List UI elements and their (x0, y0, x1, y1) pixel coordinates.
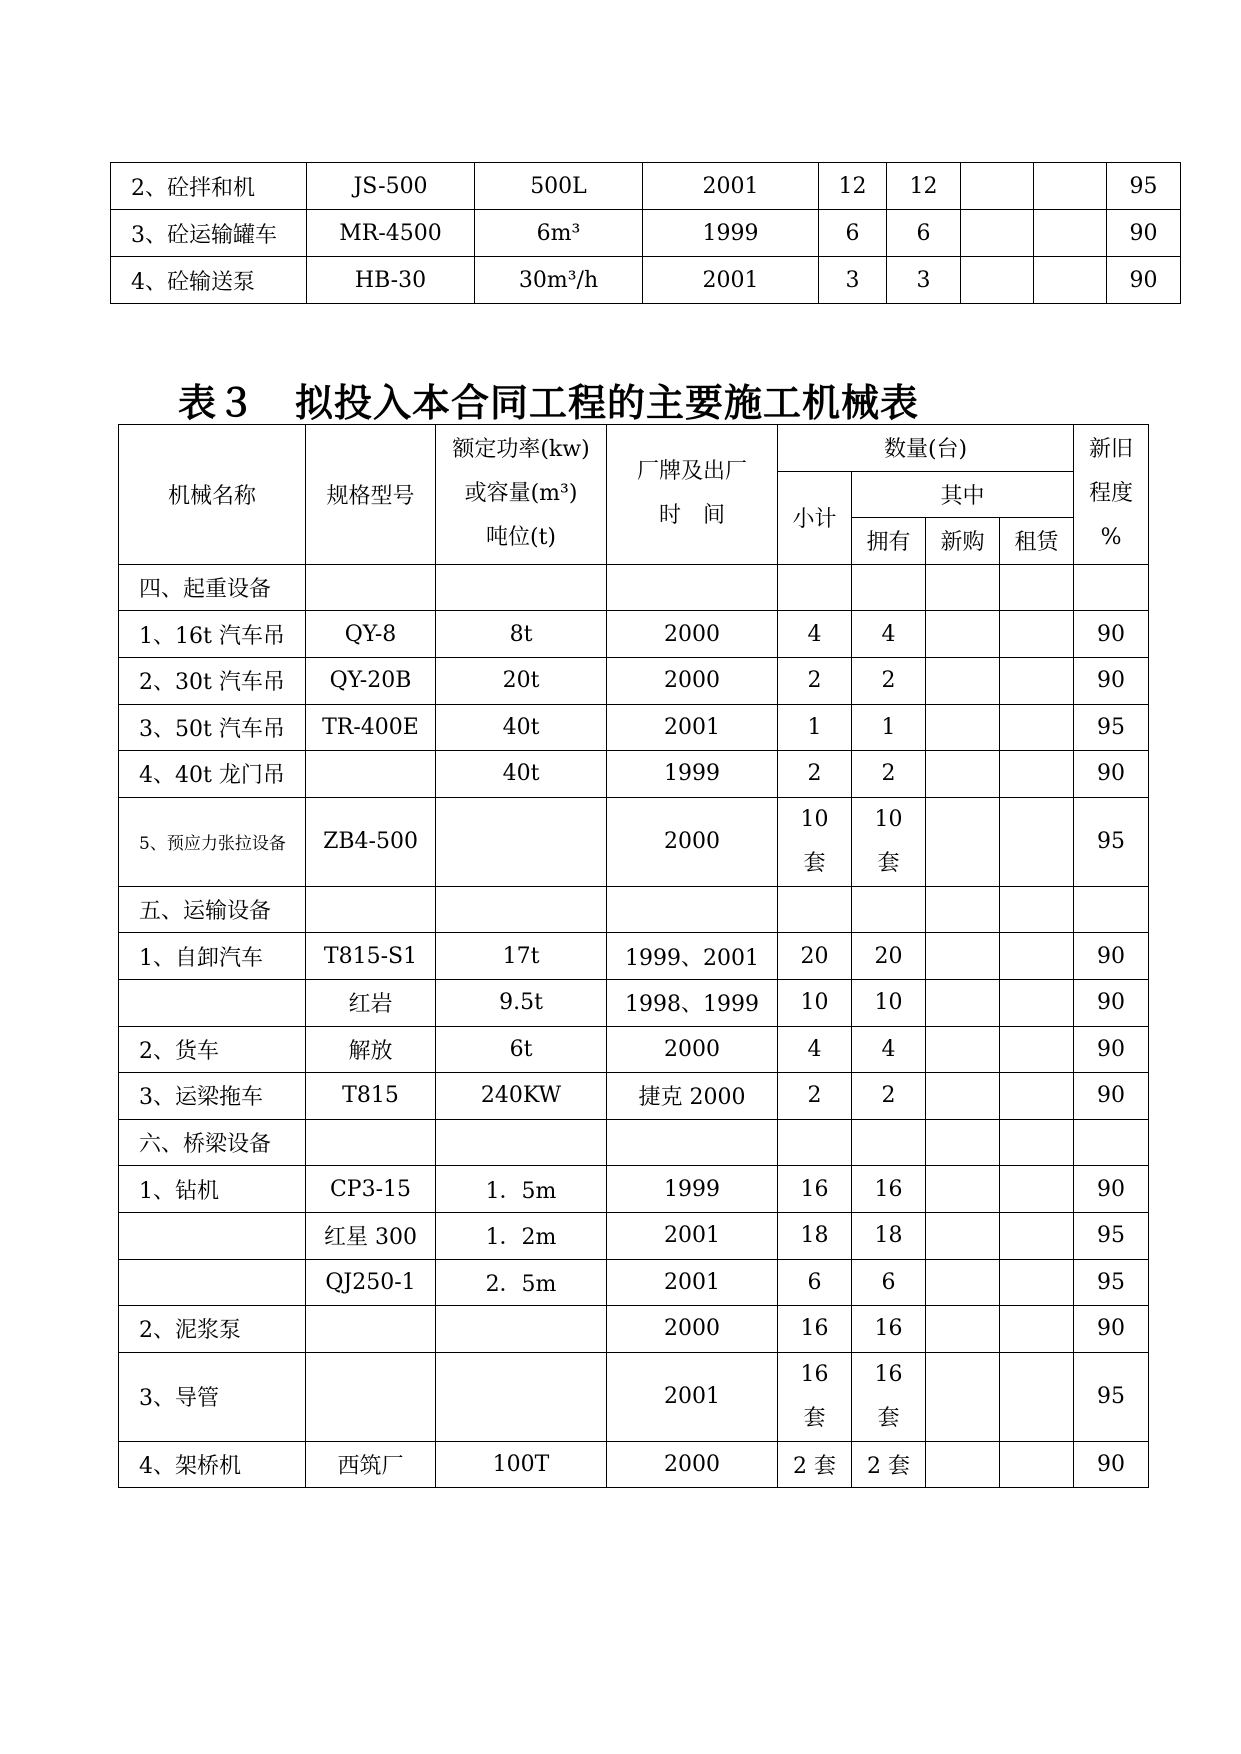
cell-condition: 90 (1074, 657, 1149, 704)
cell-lease (1000, 1352, 1074, 1441)
table-row (119, 1073, 1149, 1120)
section-title: 五、运输设备 (119, 886, 306, 933)
table-row (119, 751, 1149, 798)
cell-lease (1034, 163, 1107, 210)
cell-lease (1000, 704, 1074, 751)
cell-subtotal: 18 (778, 1212, 852, 1259)
subtotal-unit: 套 (803, 850, 826, 876)
cell-new-purchase (926, 704, 1000, 751)
owned-unit: 套 (877, 850, 900, 876)
table-row (119, 657, 1149, 704)
cell-year: 2000 (607, 611, 778, 658)
cell-capacity: 2．5m (436, 1259, 607, 1306)
cell-year: 2001 (607, 1212, 778, 1259)
empty-cell (607, 886, 778, 933)
cell-model: 解放 (306, 1026, 436, 1073)
cell-machine-name: 2、砼拌和机 (111, 163, 307, 210)
cell-lease (1034, 257, 1107, 304)
cell-machine-name: 2、货车 (119, 1026, 306, 1073)
cell-capacity: 8t (436, 611, 607, 658)
cell-lease (1000, 933, 1074, 980)
cell-owned (852, 1352, 926, 1441)
owned-value: 16 (874, 1361, 903, 1387)
cell-capacity: 1．2m (436, 1212, 607, 1259)
section-row (119, 886, 1149, 933)
cell-condition: 90 (1074, 979, 1149, 1026)
cell-new-purchase (926, 657, 1000, 704)
cell-capacity: 20t (436, 657, 607, 704)
cell-lease (1000, 1212, 1074, 1259)
cell-model: JS-500 (307, 163, 475, 210)
cell-owned: 2 (852, 1073, 926, 1120)
cell-condition: 95 (1074, 704, 1149, 751)
cell-lease (1000, 611, 1074, 658)
cell-lease (1000, 1026, 1074, 1073)
cell-year: 2001 (643, 257, 819, 304)
cell-subtotal (778, 797, 852, 886)
header-factory-year (607, 425, 778, 565)
cell-lease (1000, 1259, 1074, 1306)
cell-new-purchase (926, 1026, 1000, 1073)
cell-owned: 18 (852, 1212, 926, 1259)
cell-lease (1000, 1306, 1074, 1353)
cell-owned: 3 (887, 257, 961, 304)
empty-cell (1074, 1119, 1149, 1166)
header-condition (1074, 425, 1149, 565)
table-row (119, 1352, 1149, 1441)
continued-equipment-table (110, 162, 1181, 304)
cell-lease (1000, 1166, 1074, 1213)
section-row (119, 564, 1149, 611)
cell-new-purchase (926, 933, 1000, 980)
cell-capacity: 30m³/h (475, 257, 643, 304)
cell-year: 2000 (607, 1026, 778, 1073)
empty-cell (1000, 886, 1074, 933)
cell-capacity: 40t (436, 704, 607, 751)
cell-machine-name (119, 1212, 306, 1259)
header-owned: 拥有 (852, 518, 926, 565)
table-row (119, 1212, 1149, 1259)
cell-subtotal: 2 (778, 1073, 852, 1120)
cell-subtotal: 10 (778, 979, 852, 1026)
cell-model: T815-S1 (306, 933, 436, 980)
cell-model: QJ250-1 (306, 1259, 436, 1306)
cell-year: 捷克 2000 (607, 1073, 778, 1120)
header-capacity-line3: 吨位(t) (485, 525, 556, 551)
cell-capacity: 9.5t (436, 979, 607, 1026)
cell-subtotal: 2 (778, 751, 852, 798)
cell-owned: 16 (852, 1306, 926, 1353)
empty-cell (1074, 886, 1149, 933)
header-condition-line1: 新旧 (1089, 437, 1134, 463)
cell-capacity: 1．5m (436, 1166, 607, 1213)
cell-year: 2001 (607, 704, 778, 751)
cell-condition: 90 (1107, 257, 1181, 304)
cell-capacity (436, 1306, 607, 1353)
cell-lease (1000, 979, 1074, 1026)
cell-subtotal (778, 1352, 852, 1441)
empty-cell (436, 564, 607, 611)
owned-value: 10 (874, 806, 903, 832)
empty-cell (852, 564, 926, 611)
cell-owned: 2 (852, 751, 926, 798)
cell-lease (1000, 1441, 1074, 1488)
table-row (119, 1166, 1149, 1213)
cell-owned: 4 (852, 611, 926, 658)
empty-cell (1000, 564, 1074, 611)
cell-machine-name: 3、导管 (119, 1352, 306, 1441)
table-row (119, 1026, 1149, 1073)
empty-cell (607, 1119, 778, 1166)
header-condition-line3: % (1100, 525, 1122, 551)
cell-year: 1999、2001 (607, 933, 778, 980)
section-title: 六、桥梁设备 (119, 1119, 306, 1166)
header-quantity: 数量(台) (778, 425, 1074, 472)
cell-lease (1034, 210, 1107, 257)
cell-condition: 95 (1074, 797, 1149, 886)
subtotal-value: 10 (800, 806, 829, 832)
table-row (111, 210, 1181, 257)
cell-condition: 90 (1074, 1306, 1149, 1353)
cell-machine-name (119, 979, 306, 1026)
cell-subtotal: 12 (819, 163, 887, 210)
cell-new-purchase (926, 1441, 1000, 1488)
cell-condition: 90 (1074, 751, 1149, 798)
cell-subtotal: 2 套 (778, 1441, 852, 1488)
cell-new-purchase (926, 1073, 1000, 1120)
cell-year: 1998、1999 (607, 979, 778, 1026)
cell-condition: 95 (1074, 1352, 1149, 1441)
cell-owned (852, 797, 926, 886)
cell-machine-name: 5、预应力张拉设备 (119, 797, 306, 886)
empty-cell (436, 1119, 607, 1166)
cell-machine-name: 3、50t 汽车吊 (119, 704, 306, 751)
section-row (119, 1119, 1149, 1166)
empty-cell (926, 564, 1000, 611)
empty-cell (778, 886, 852, 933)
cell-machine-name: 2、泥浆泵 (119, 1306, 306, 1353)
cell-owned: 2 (852, 657, 926, 704)
cell-owned: 6 (852, 1259, 926, 1306)
table-title: 表３ 拟投入本合同工程的主要施工机械表 (178, 381, 920, 425)
cell-new-purchase (926, 1352, 1000, 1441)
cell-model: CP3-15 (306, 1166, 436, 1213)
empty-cell (778, 1119, 852, 1166)
cell-model: ZB4-500 (306, 797, 436, 886)
cell-condition: 90 (1107, 210, 1181, 257)
cell-condition: 90 (1074, 1441, 1149, 1488)
cell-capacity: 500L (475, 163, 643, 210)
cell-year: 1999 (607, 751, 778, 798)
cell-machine-name: 3、砼运输罐车 (111, 210, 307, 257)
header-factory-line1: 厂牌及出厂 (636, 459, 747, 485)
table-header (119, 425, 1149, 565)
empty-cell (1000, 1119, 1074, 1166)
cell-model: MR-4500 (307, 210, 475, 257)
cell-year: 2000 (607, 797, 778, 886)
cell-new-purchase (961, 257, 1034, 304)
cell-model: QY-8 (306, 611, 436, 658)
cell-machine-name: 3、运梁拖车 (119, 1073, 306, 1120)
cell-lease (1000, 797, 1074, 886)
header-among: 其中 (852, 471, 1074, 518)
cell-model: T815 (306, 1073, 436, 1120)
cell-condition: 90 (1074, 611, 1149, 658)
cell-new-purchase (926, 1166, 1000, 1213)
table-row (119, 1441, 1149, 1488)
empty-cell (607, 564, 778, 611)
cell-new-purchase (926, 1306, 1000, 1353)
empty-cell (926, 1119, 1000, 1166)
header-new-purchase: 新购 (926, 518, 1000, 565)
empty-cell (306, 1119, 436, 1166)
cell-owned: 2 套 (852, 1441, 926, 1488)
table-row (119, 704, 1149, 751)
cell-new-purchase (926, 751, 1000, 798)
cell-year: 2001 (607, 1259, 778, 1306)
table-row (119, 979, 1149, 1026)
cell-model: 红星 300 (306, 1212, 436, 1259)
cell-capacity: 6m³ (475, 210, 643, 257)
cell-owned: 16 (852, 1166, 926, 1213)
cell-model: QY-20B (306, 657, 436, 704)
cell-year: 2000 (607, 657, 778, 704)
empty-cell (306, 564, 436, 611)
cell-model (306, 751, 436, 798)
cell-model: 红岩 (306, 979, 436, 1026)
header-subtotal: 小计 (778, 471, 852, 564)
empty-cell (926, 886, 1000, 933)
cell-condition: 90 (1074, 1073, 1149, 1120)
cell-model: 西筑厂 (306, 1441, 436, 1488)
table-row (111, 257, 1181, 304)
cell-owned: 6 (887, 210, 961, 257)
cell-machine-name: 4、砼输送泵 (111, 257, 307, 304)
cell-machine-name: 4、架桥机 (119, 1441, 306, 1488)
cell-machine-name: 4、40t 龙门吊 (119, 751, 306, 798)
header-lease: 租赁 (1000, 518, 1074, 565)
cell-year: 2000 (607, 1441, 778, 1488)
cell-condition: 90 (1074, 1166, 1149, 1213)
construction-machinery-table (118, 424, 1149, 1488)
cell-new-purchase (926, 797, 1000, 886)
table-row (119, 611, 1149, 658)
header-model: 规格型号 (306, 425, 436, 565)
cell-subtotal: 6 (778, 1259, 852, 1306)
cell-capacity: 17t (436, 933, 607, 980)
cell-owned: 10 (852, 979, 926, 1026)
empty-cell (852, 1119, 926, 1166)
cell-model: HB-30 (307, 257, 475, 304)
cell-owned: 12 (887, 163, 961, 210)
cell-condition: 95 (1074, 1212, 1149, 1259)
cell-machine-name: 1、16t 汽车吊 (119, 611, 306, 658)
cell-machine-name: 2、30t 汽车吊 (119, 657, 306, 704)
table-row (119, 1259, 1149, 1306)
cell-year: 2001 (607, 1352, 778, 1441)
owned-unit: 套 (877, 1405, 900, 1431)
cell-year: 1999 (643, 210, 819, 257)
cell-year: 2001 (643, 163, 819, 210)
table-row (119, 797, 1149, 886)
header-capacity-line2: 或容量(m³) (464, 481, 578, 507)
cell-condition: 95 (1107, 163, 1181, 210)
table-row (119, 1306, 1149, 1353)
cell-subtotal: 4 (778, 1026, 852, 1073)
cell-subtotal: 1 (778, 704, 852, 751)
table-body (119, 564, 1149, 1488)
cell-subtotal: 6 (819, 210, 887, 257)
cell-owned: 4 (852, 1026, 926, 1073)
cell-machine-name (119, 1259, 306, 1306)
cell-condition: 90 (1074, 1026, 1149, 1073)
header-factory-line2: 时 间 (658, 503, 725, 529)
cell-subtotal: 20 (778, 933, 852, 980)
empty-cell (852, 886, 926, 933)
cell-new-purchase (926, 611, 1000, 658)
cell-capacity: 40t (436, 751, 607, 798)
cell-new-purchase (926, 1212, 1000, 1259)
cell-subtotal: 4 (778, 611, 852, 658)
cell-new-purchase (926, 979, 1000, 1026)
cell-lease (1000, 751, 1074, 798)
cell-year: 1999 (607, 1166, 778, 1213)
cell-subtotal: 2 (778, 657, 852, 704)
empty-cell (436, 886, 607, 933)
cell-capacity: 6t (436, 1026, 607, 1073)
subtotal-value: 16 (800, 1361, 829, 1387)
cell-subtotal: 3 (819, 257, 887, 304)
header-capacity-line1: 额定功率(kw) (452, 437, 590, 463)
cell-capacity: 100T (436, 1441, 607, 1488)
header-machine-name: 机械名称 (119, 425, 306, 565)
subtotal-unit: 套 (803, 1405, 826, 1431)
cell-capacity: 240KW (436, 1073, 607, 1120)
cell-subtotal: 16 (778, 1306, 852, 1353)
continued-table-body (111, 163, 1181, 304)
header-condition-line2: 程度 (1089, 481, 1134, 507)
cell-owned: 20 (852, 933, 926, 980)
cell-condition: 90 (1074, 933, 1149, 980)
cell-machine-name: 1、钻机 (119, 1166, 306, 1213)
section-title: 四、起重设备 (119, 564, 306, 611)
cell-model: TR-400E (306, 704, 436, 751)
empty-cell (778, 564, 852, 611)
cell-subtotal: 16 (778, 1166, 852, 1213)
cell-lease (1000, 1073, 1074, 1120)
table-row (111, 163, 1181, 210)
empty-cell (306, 886, 436, 933)
cell-model (306, 1306, 436, 1353)
cell-lease (1000, 657, 1074, 704)
cell-machine-name: 1、自卸汽车 (119, 933, 306, 980)
cell-year: 2000 (607, 1306, 778, 1353)
cell-owned: 1 (852, 704, 926, 751)
header-capacity (436, 425, 607, 565)
cell-capacity (436, 1352, 607, 1441)
cell-condition: 95 (1074, 1259, 1149, 1306)
cell-capacity (436, 797, 607, 886)
cell-new-purchase (926, 1259, 1000, 1306)
cell-model (306, 1352, 436, 1441)
cell-new-purchase (961, 210, 1034, 257)
table-row (119, 933, 1149, 980)
cell-new-purchase (961, 163, 1034, 210)
empty-cell (1074, 564, 1149, 611)
